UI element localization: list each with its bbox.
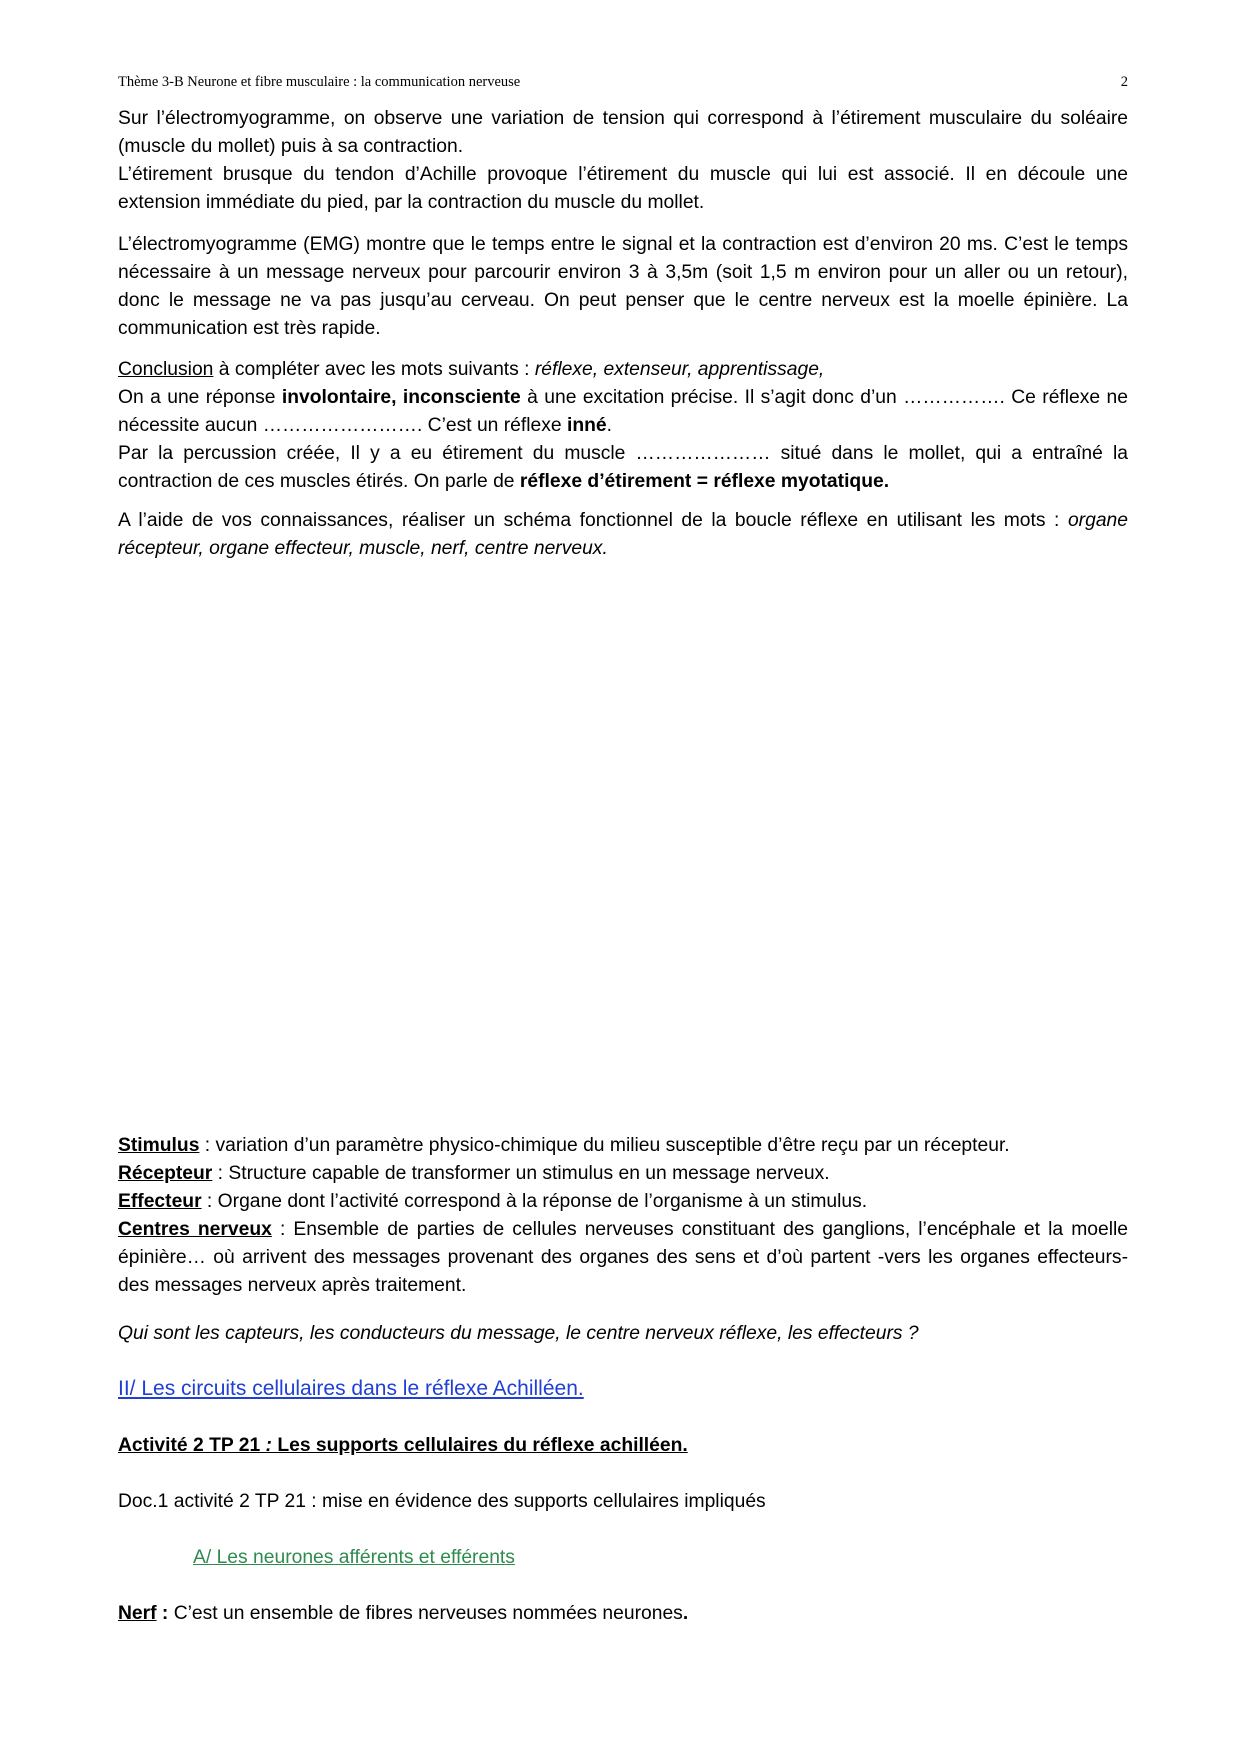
doc1-text: Doc.1 activité 2 TP 21 : mise en évidence des supports cellulaires impliqués bbox=[118, 1491, 766, 1512]
definition-term: Stimulus bbox=[118, 1135, 200, 1156]
section-2-heading bbox=[118, 1375, 1128, 1403]
instruction-text bbox=[118, 507, 1128, 563]
section-2-title[interactable]: II/ Les circuits cellulaires dans le réflexe Achilléen. bbox=[118, 1377, 584, 1400]
conclusion-sentence-1 bbox=[118, 384, 1128, 440]
conclusion-words: réflexe, extenseur, apprentissage, bbox=[534, 359, 825, 380]
text-run: Les supports cellulaires du réflexe achilléen. bbox=[271, 1435, 688, 1456]
nerf-definition-text bbox=[118, 1600, 1128, 1628]
emg-observation-paragraph bbox=[118, 105, 1128, 217]
conclusion-intro bbox=[118, 356, 1128, 384]
text-run: à une excitation précise. Il s’agit donc d’un ……………. Ce réflexe ne nécessite aucun ……………………. C’est un réflexe bbox=[118, 387, 1128, 436]
definition-text: : Ensemble de parties de cellules nerveuses constituant des ganglions, l’encéphale et la moelle épinière… où arrivent des messages provenant des organes des sens et d’où partent -vers les organes effecteurs- des messages nerveux après traitement. bbox=[118, 1219, 1129, 1296]
text-run: . bbox=[682, 1603, 689, 1624]
text-run: C’est un ensemble de fibres nerveuses nommées neurones bbox=[168, 1603, 683, 1624]
emg-timing-text: L’électromyogramme (EMG) montre que le temps entre le signal et la contraction est d’environ 20 ms. C’est le temps nécessaire à un message nerveux pour parcourir environ 3 à 3,5m (soit 1,5 m environ pour un aller ou un retour), donc le message ne va pas jusqu’au cerveau. On peut penser que le centre nerveux est la moelle épinière. La communication est très rapide. bbox=[118, 234, 1128, 339]
definition-text: : variation d’un paramètre physico-chimique du milieu susceptible d’être reçu par un récepteur. bbox=[199, 1135, 1010, 1156]
subsection-a-title[interactable]: A/ Les neurones afférents et efférents bbox=[193, 1547, 515, 1568]
text-run: Par la percussion créée, Il y a eu étirement du muscle ………………… situé dans le mollet, qui a entraîné la contraction de ces muscles étirés. On parle de bbox=[118, 443, 1128, 492]
definition-effecteur bbox=[118, 1188, 1128, 1216]
definition-recepteur bbox=[118, 1160, 1128, 1188]
bold-run: réflexe d’étirement = réflexe myotatique. bbox=[519, 471, 890, 492]
nerf-definition bbox=[118, 1600, 1128, 1628]
bold-run: involontaire, inconsciente bbox=[281, 387, 521, 408]
definition-term: Récepteur bbox=[118, 1163, 213, 1184]
subsection-a-heading bbox=[193, 1544, 1128, 1572]
page-header bbox=[118, 74, 1128, 91]
instruction-paragraph bbox=[118, 507, 1128, 563]
definition-term: Nerf bbox=[118, 1603, 157, 1624]
text-run: : bbox=[156, 1603, 169, 1624]
text-run: On a une réponse bbox=[118, 387, 282, 408]
achilles-stretch-line: L’étirement brusque du tendon d’Achille provoque l’étirement du muscle qui lui est associé. Il en découle une extension immédiate du pied, par la contraction du muscle du mollet. bbox=[118, 164, 1128, 213]
conclusion-intro-text: à compléter avec les mots suivants : bbox=[213, 359, 535, 380]
definition-centres-nerveux bbox=[118, 1216, 1128, 1300]
conclusion-sentence-2 bbox=[118, 440, 1128, 496]
question-text: Qui sont les capteurs, les conducteurs du message, le centre nerveux réflexe, les effecteurs ? bbox=[118, 1323, 919, 1344]
activity-heading bbox=[118, 1432, 1128, 1460]
conclusion-label: Conclusion bbox=[118, 359, 214, 380]
text-run: : bbox=[265, 1435, 272, 1456]
question-paragraph bbox=[118, 1320, 1128, 1348]
conclusion-paragraph bbox=[118, 356, 1128, 496]
definition-stimulus bbox=[118, 1132, 1128, 1160]
emg-observation-line: Sur l’électromyogramme, on observe une variation de tension qui correspond à l’étirement musculaire du soléaire (muscle du mollet) puis à sa contraction. bbox=[118, 108, 1128, 157]
instruction-words: organe récepteur, organe effecteur, muscle, nerf, centre nerveux. bbox=[118, 510, 1128, 559]
header-title: Thème 3-B Neurone et fibre musculaire : la communication nerveuse bbox=[118, 74, 521, 90]
doc1-line bbox=[118, 1488, 1128, 1516]
text-run: Activité 2 TP 21 bbox=[118, 1435, 266, 1456]
emg-timing-paragraph bbox=[118, 231, 1128, 343]
text-run: . bbox=[606, 415, 612, 436]
bold-run: inné bbox=[567, 415, 607, 436]
page-number: 2 bbox=[1120, 74, 1128, 90]
text-run: A l’aide de vos connaissances, réaliser un schéma fonctionnel de la boucle réflexe en utilisant les mots : bbox=[118, 510, 1068, 531]
definition-term: Effecteur bbox=[118, 1191, 202, 1212]
definition-text: : Organe dont l’activité correspond à la réponse de l’organisme à un stimulus. bbox=[201, 1191, 868, 1212]
definition-text: : Structure capable de transformer un stimulus en un message nerveux. bbox=[212, 1163, 830, 1184]
definitions-block bbox=[118, 1132, 1128, 1300]
diagram-drawing-area bbox=[118, 580, 1128, 1000]
activity-title bbox=[118, 1432, 1128, 1460]
definition-term: Centres nerveux bbox=[118, 1219, 272, 1240]
